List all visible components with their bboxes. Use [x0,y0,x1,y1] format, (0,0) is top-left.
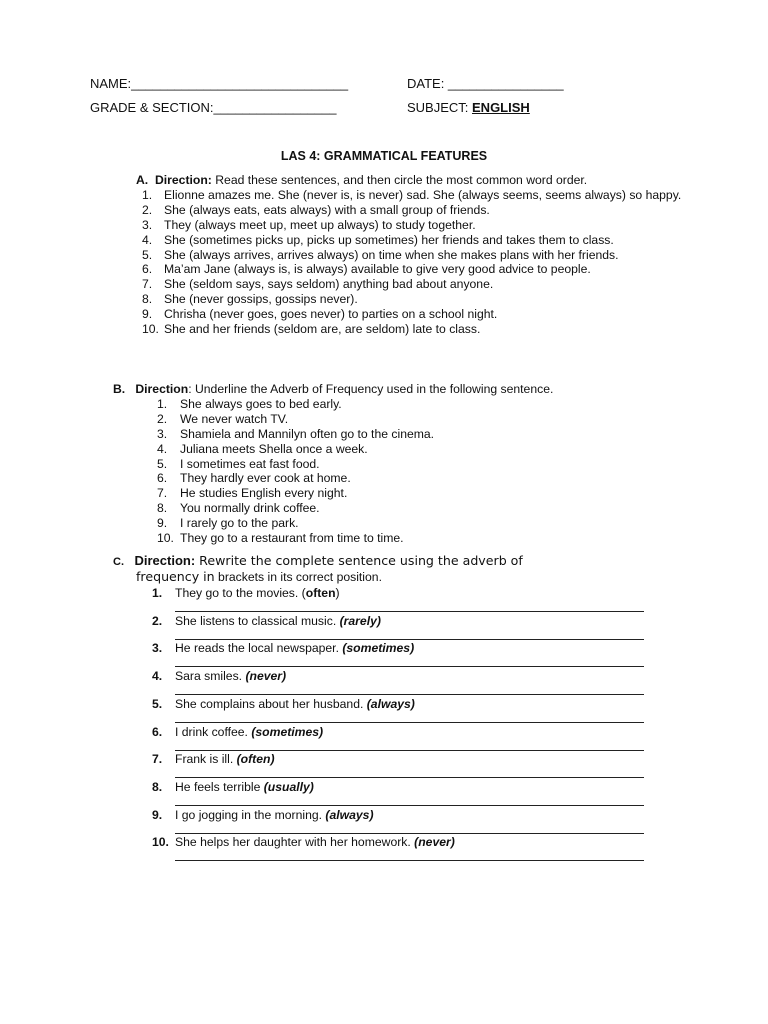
section-b [113,382,673,546]
section-a-direction [136,173,696,188]
item-prompt: I drink coffee. (sometimes) [175,724,324,739]
grade-section-field-label: GRADE & SECTION:_________________ [90,100,337,115]
item-text: I rarely go to the park. [180,516,299,531]
item-number: 10. [152,835,169,850]
item-text: Elionne amazes me. She (never is, is never) sad. She (always seems, seems always) so happy. [164,187,682,202]
section-a-item [136,277,696,292]
item-number: 3. [157,426,168,441]
item-text: They (always meet up, meet up always) to study together. [164,217,476,232]
name-field-label: NAME:______________________________ [90,76,349,91]
adverb-hint: (rarely) [339,613,381,628]
section-a-item [136,188,696,203]
item-number: 2. [157,411,168,426]
item-number: 5. [152,696,163,711]
section-c-direction-label: Direction: [134,553,196,568]
section-a-item [136,292,696,307]
item-text: Shamiela and Mannilyn often go to the cinema. [180,426,435,441]
item-text: She (sometimes picks up, picks up sometimes) her friends and takes them to class. [164,232,614,247]
item-text: I sometimes eat fast food. [180,456,320,471]
section-c-direction-text-1: Rewrite the complete sentence using the adverb of [195,553,523,568]
section-c-direction-line-2 [136,570,673,585]
item-number: 6. [157,471,168,486]
section-a-item [136,218,696,233]
section-c [113,554,673,585]
section-b-item [157,397,673,412]
item-prompt: She complains about her husband. (always) [175,696,415,711]
section-b-direction [113,382,673,397]
section-a-list [136,188,696,337]
item-text: They go to a restaurant from time to time. [180,531,404,546]
answer-line[interactable] [175,805,644,806]
item-prompt: He feels terrible (usually) [175,779,314,794]
section-a-item [136,262,696,277]
section-a-direction-label: Direction: [154,173,212,187]
section-b-item [157,442,673,457]
item-text: She (always arrives, arrives always) on time when she makes plans with her friends. [164,247,619,262]
section-b-item [157,412,673,427]
item-number: 5. [157,456,168,471]
section-b-item [157,457,673,472]
item-number: 7. [157,486,168,501]
date-field-label: DATE: ________________ [407,76,564,91]
item-text: She (always eats, eats always) with a small group of friends. [164,202,490,217]
adverb-hint: often [305,586,336,600]
item-number: 6. [142,262,153,277]
item-number: 7. [152,752,163,767]
item-number: 3. [152,641,163,656]
adverb-hint: (always) [325,807,374,822]
item-number: 8. [157,501,168,516]
section-a-item [136,248,696,263]
item-prompt: He reads the local newspaper. (sometimes) [175,641,415,656]
adverb-hint: (always) [366,696,415,711]
subject-field [407,101,530,116]
section-b-item [157,501,673,516]
item-text: We never watch TV. [180,411,289,426]
item-text: She and her friends (seldom are, are seldom) late to class. [164,322,481,337]
item-number: 5. [142,247,153,262]
answer-line[interactable] [175,833,644,834]
item-number: 10. [142,322,159,337]
section-b-letter: B. [113,382,126,396]
item-number: 10. [157,531,174,546]
answer-line[interactable] [175,666,644,667]
item-text: She (never gossips, gossips never). [164,292,358,307]
section-c-direction-text-3: brackets in its correct position. [214,569,382,584]
section-c-letter: C. [113,556,124,568]
item-number: 1. [152,586,163,600]
section-b-item [157,471,673,486]
section-c-direction [113,554,673,570]
item-number: 4. [152,669,163,684]
section-a-item [136,233,696,248]
item-prompt: They go to the movies. (often) [175,586,340,600]
item-number: 7. [142,277,153,292]
item-number: 4. [157,441,168,456]
item-number: 6. [152,724,163,739]
section-b-item [157,427,673,442]
section-c-direction-text-2: frequency in [136,568,215,584]
section-b-item [157,486,673,501]
section-a-item [136,203,696,218]
item-prompt: She helps her daughter with her homework. (never) [175,835,455,850]
item-prompt: I go jogging in the morning. (always) [175,807,374,822]
answer-line[interactable] [175,694,644,695]
item-text: She always goes to bed early. [180,396,342,411]
item-number: 8. [142,292,153,307]
section-b-list [157,397,673,546]
adverb-hint: (sometimes) [251,724,324,739]
section-a-item [136,322,696,337]
item-text: Ma’am Jane (always is, is always) available to give very good advice to people. [164,262,591,277]
answer-line[interactable] [175,611,644,612]
item-prompt: Sara smiles. (never) [175,669,287,684]
item-number: 3. [142,217,153,232]
item-number: 9. [152,807,163,822]
item-number: 2. [142,202,153,217]
item-text: You normally drink coffee. [180,501,320,516]
item-text: She (seldom says, says seldom) anything bad about anyone. [164,277,494,292]
item-text: He studies English every night. [180,486,348,501]
item-text: Juliana meets Shella once a week. [180,441,368,456]
subject-value: ENGLISH [472,100,530,115]
section-b-direction-text: : Underline the Adverb of Frequency used in the following sentence. [188,382,554,396]
section-b-direction-label: Direction [135,382,189,396]
adverb-hint: (often) [236,752,275,767]
adverb-hint: (sometimes) [342,641,415,656]
item-prompt: She listens to classical music. (rarely) [175,613,381,628]
answer-line[interactable] [175,722,644,723]
worksheet-title: LAS 4: GRAMMATICAL FEATURES [280,149,488,163]
section-b-item [157,531,673,546]
adverb-hint: (usually) [263,779,314,794]
section-b-item [157,516,673,531]
answer-line[interactable] [175,860,644,861]
item-prompt: Frank is ill. (often) [175,752,275,767]
item-number: 4. [142,232,153,247]
item-number: 9. [157,516,168,531]
section-a-item [136,307,696,322]
section-a-direction-text: Read these sentences, and then circle the most common word order. [211,173,588,187]
item-number: 2. [152,613,163,628]
item-number: 9. [142,307,153,322]
answer-line[interactable] [175,777,644,778]
section-a-letter: A. [136,173,149,187]
adverb-hint: (never) [245,669,287,684]
section-a [136,173,696,337]
subject-label: SUBJECT: [407,100,473,115]
item-number: 8. [152,779,163,794]
answer-line[interactable] [175,639,644,640]
item-text: They hardly ever cook at home. [180,471,351,486]
item-number: 1. [142,187,153,202]
item-text: Chrisha (never goes, goes never) to parties on a school night. [164,307,498,322]
item-number: 1. [157,396,168,411]
adverb-hint: (never) [414,835,455,850]
answer-line[interactable] [175,750,644,751]
